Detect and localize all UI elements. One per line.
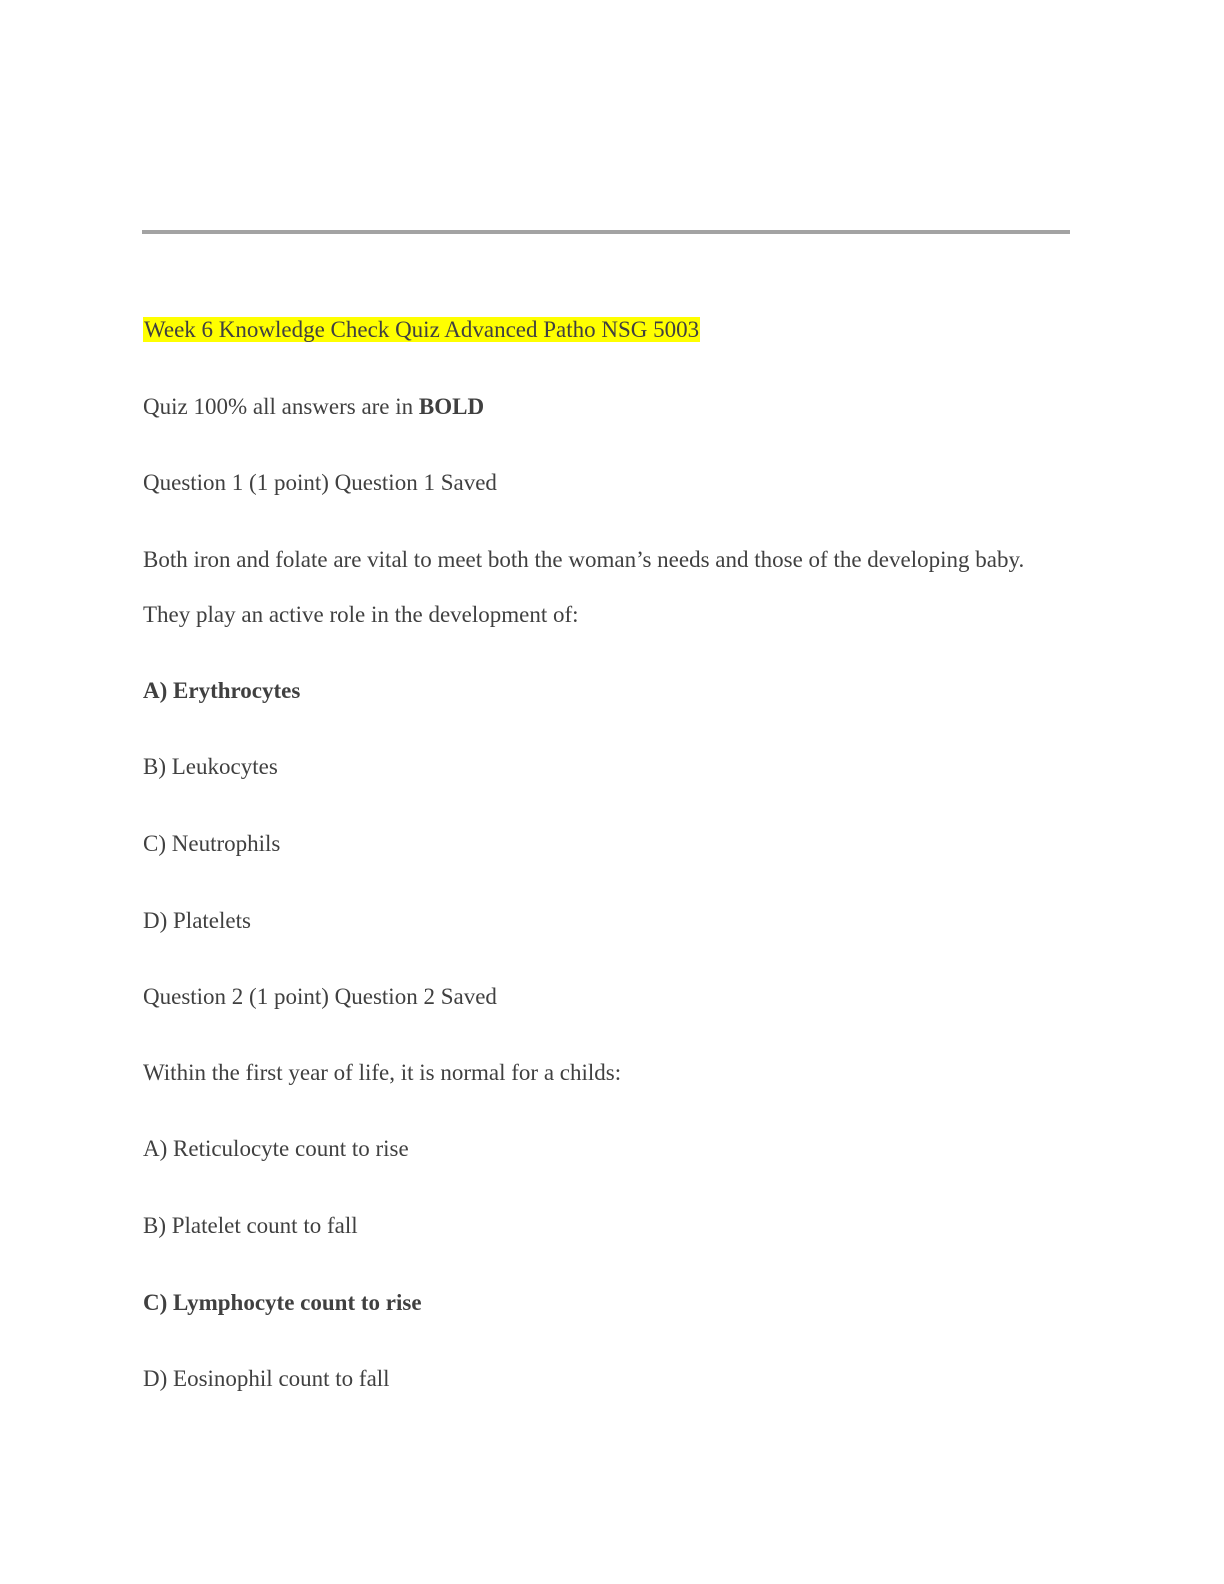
- question-1-option-c: C) Neutrophils: [143, 831, 281, 856]
- intro-text: Quiz 100% all answers are in: [143, 394, 419, 419]
- question-2-prompt-line-1: Within the first year of life, it is normal for a childs:: [143, 1060, 622, 1085]
- question-1-option-d: D) Platelets: [143, 908, 251, 933]
- question-1-prompt-line-2: They play an active role in the development of:: [143, 602, 579, 627]
- document-title-line: [143, 315, 700, 345]
- question-2-option-c: C) Lymphocyte count to rise: [143, 1290, 422, 1315]
- document-title: Week 6 Knowledge Check Quiz Advanced Patho NSG 5003: [144, 317, 700, 342]
- question-1-option-b: B) Leukocytes: [143, 754, 278, 779]
- question-1-prompt-line-1: Both iron and folate are vital to meet both the woman’s needs and those of the developing baby.: [143, 547, 1025, 572]
- question-1-option-a: A) Erythrocytes: [143, 678, 301, 703]
- question-2-option-d: D) Eosinophil count to fall: [143, 1366, 390, 1391]
- question-2-header: Question 2 (1 point) Question 2 Saved: [143, 984, 497, 1009]
- header-divider: [142, 230, 1070, 234]
- intro-bold-text: BOLD: [418, 394, 485, 419]
- question-2-option-b: B) Platelet count to fall: [143, 1213, 358, 1238]
- question-2-option-a: A) Reticulocyte count to rise: [143, 1136, 409, 1161]
- question-1-header: Question 1 (1 point) Question 1 Saved: [143, 470, 497, 495]
- intro-line: [143, 392, 484, 422]
